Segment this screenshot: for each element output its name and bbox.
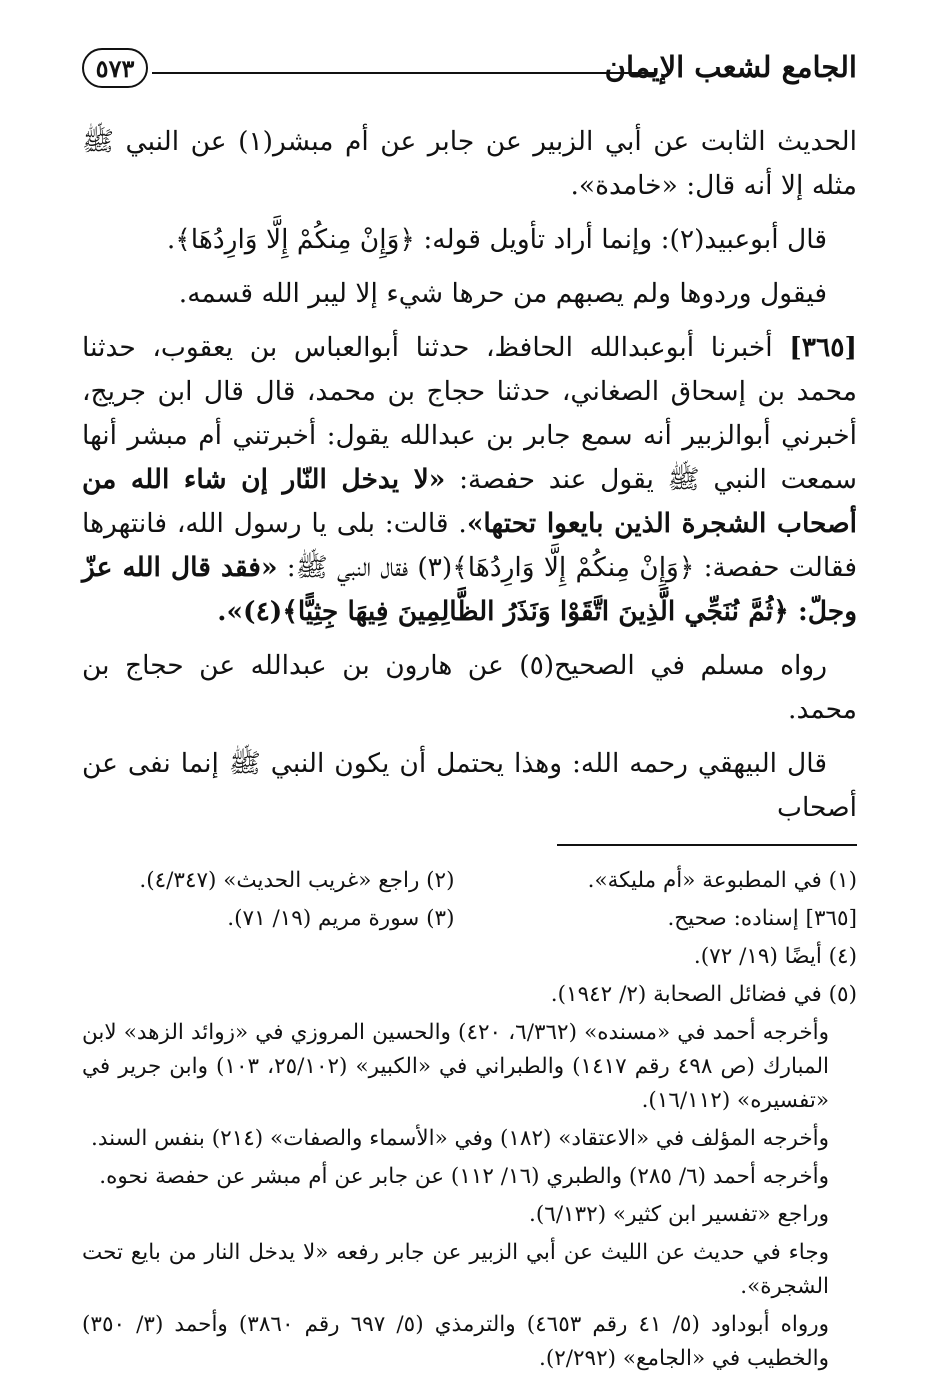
- footnote-5-d: وراجع «تفسير ابن كثير» (٦/١٣٢).: [529, 1202, 829, 1227]
- footnote-5-e: وجاء في حديث عن الليث عن أبي الزبير عن جابر رفعه «لا يدخل النار من بايع تحت الشجرة».: [82, 1240, 829, 1299]
- footnote-5-a: وأخرجه أحمد في «مسنده» (٦/٣٦٢، ٤٢٠) والحسين المروزي في «زوائد الزهد» لابن المبارك (ص ٤٩٨ رقم ١٤١٧) والطبراني في «الكبير» (٢٥/١٠٢، ١٠٣) وابن جرير في «تفسيره» (١٦/١١٢).: [82, 1020, 829, 1113]
- footnote-3: (٣) سورة مريم (١٩/ ٧١).: [227, 906, 455, 931]
- paragraph-1: الحديث الثابت عن أبي الزبير عن جابر عن أم مبشر(١) عن النبي ﷺ مثله إلا أنه قال: «خامدة».: [82, 126, 857, 201]
- paragraph-6: قال البيهقي رحمه الله: وهذا يحتمل أن يكون النبي ﷺ إنما نفى عن أصحاب: [82, 748, 857, 823]
- hadith-number: [٣٦٥]: [789, 332, 857, 363]
- hadith-chain: أخبرنا أبوعبدالله الحافظ، حدثنا أبوالعباس بن يعقوب، حدثنا محمد بن إسحاق الصغاني، حدثنا حجاج بن محمد، قال قال ابن جريج، أخبرني أبوالزبير أنه سمع جابر بن عبدالله يقول: أخبرتني أم مبشر أنها سمعت النبي ﷺ يقول عند حفصة:: [82, 332, 857, 495]
- footnote-divider: [557, 844, 857, 846]
- hadith-continuation: . قالت: بلى يا رسول الله، فانتهرها فقالت حفصة: ﴿وَإِنْ مِنكُمْ إِلَّا وَارِدُهَا﴾(٣) فقال النبي ﷺ:: [82, 508, 857, 583]
- paragraph-hadith-365: [82, 326, 857, 634]
- header-rule: [152, 72, 657, 74]
- footnote-365: [٣٦٥] إسناده: صحيح.: [667, 906, 857, 931]
- header-title: الجامع لشعب الإيمان: [604, 50, 857, 84]
- hadith-matn: «لا يدخل النّار إن شاء الله من أصحاب الشجرة الذين بايعوا تحتها»: [82, 464, 857, 539]
- footnote-1: (١) في المطبوعة «أم مليكة».: [587, 868, 857, 893]
- hadith-quote: «فقد قال الله عزّ وجلّ: ﴿ثُمَّ نُنَجِّي الَّذِينَ اتَّقَوْا وَنَذَرُ الظَّالِمِينَ فِيهَا جِثِيًّا﴾(٤)».: [82, 552, 857, 627]
- footnote-5: (٥) في فضائل الصحابة (٢/ ١٩٤٢).: [550, 982, 857, 1007]
- paragraph-5: رواه مسلم في الصحيح(٥) عن هارون بن عبدالله عن حجاج بن محمد.: [82, 650, 857, 725]
- footnote-5-f: ورواه أبوداود (٥/ ٤١ رقم ٤٦٥٣) والترمذي (٥/ ٦٩٧ رقم ٣٨٦٠) وأحمد (٣/ ٣٥٠) والخطيب في «الجامع» (٢/٢٩٢).: [82, 1312, 830, 1371]
- footnotes-grid: [82, 864, 857, 940]
- page-number: ٥٧٣: [82, 48, 148, 88]
- footnote-2: (٢) راجع «غريب الحديث» (٤/٣٤٧).: [139, 868, 455, 893]
- footnotes: [82, 864, 857, 1376]
- paragraph-2: قال أبوعبيد(٢): وإنما أراد تأويل قوله: ﴿وَإِنْ مِنكُمْ إِلَّا وَارِدُهَا﴾.: [166, 224, 827, 255]
- footnote-5-b: وأخرجه المؤلف في «الاعتقاد» (١٨٢) وفي «الأسماء والصفات» (٢١٤) بنفس السند.: [91, 1126, 829, 1151]
- book-page: [82, 38, 857, 1380]
- main-text: [82, 120, 857, 830]
- footnote-5-c: وأخرجه أحمد (٦/ ٢٨٥) والطبري (١٦/ ١١٢) عن جابر عن أم مبشر عن حفصة نحوه.: [99, 1164, 829, 1189]
- running-header: [82, 38, 857, 98]
- paragraph-3: فيقول وردوها ولم يصبهم من حرها شيء إلا ليبر الله قسمه.: [178, 278, 827, 309]
- footnote-4: (٤) أيضًا (١٩/ ٧٢).: [693, 944, 857, 969]
